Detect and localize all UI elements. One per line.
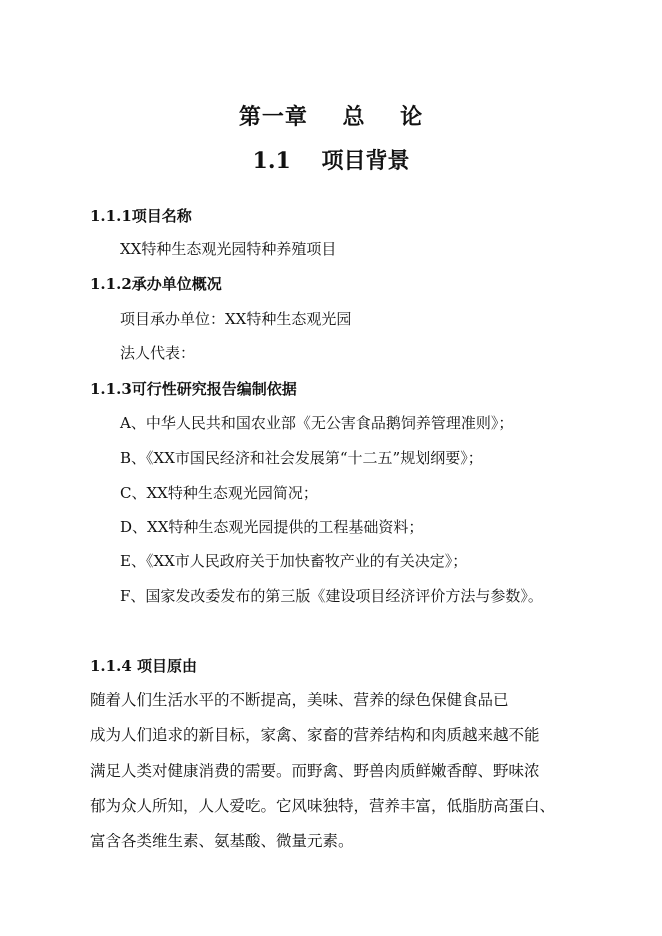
origin-paragraph-line: 富含各类维生素、氨基酸、微量元素。 [90,832,354,850]
heading-project-origin: 1.1.4 项目原由 [90,657,197,675]
legal-representative-line: 法人代表： [120,344,196,362]
basis-item: E、《XX市人民政府关于加快畜牧产业的有关决定》； [120,552,468,570]
origin-paragraph-line: 满足人类对健康消费的需要。而野禽、野兽肉质鲜嫩香醇、野味浓 [90,762,540,780]
basis-item: A、中华人民共和国农业部《无公害食品鹅饲养管理准则》； [120,414,514,432]
basis-item: F、国家发改委发布的第三版《建设项目经济评价方法与参数》。 [120,587,543,605]
origin-paragraph-line: 随着人们生活水平的不断提高，美味、营养的绿色保健食品已 [90,691,509,709]
basis-item: B、《XX市国民经济和社会发展第“十二五”规划纲要》； [120,449,483,467]
basis-item: C、XX特种生态观光园简况； [120,484,318,502]
heading-basis: 1.1.3可行性研究报告编制依据 [90,380,297,398]
section-title: 1.1 项目背景 [252,148,410,174]
chapter-title: 第一章 总 论 [238,104,424,130]
origin-paragraph-line: 郁为众人所知，人人爱吃。它风味独特，营养丰富，低脂肪高蛋白、 [90,797,556,815]
basis-item: D、XX特种生态观光园提供的工程基础资料； [120,518,424,536]
origin-paragraph-line: 成为人们追求的新目标，家禽、家畜的营养结构和肉质越来越不能 [90,726,540,744]
project-name-text: XX特种生态观光园特种养殖项目 [120,240,337,258]
organizer-line: 项目承办单位：XX特种生态观光园 [120,310,352,328]
heading-organizer-overview: 1.1.2承办单位概况 [90,275,222,293]
heading-project-name: 1.1.1项目名称 [90,207,192,225]
